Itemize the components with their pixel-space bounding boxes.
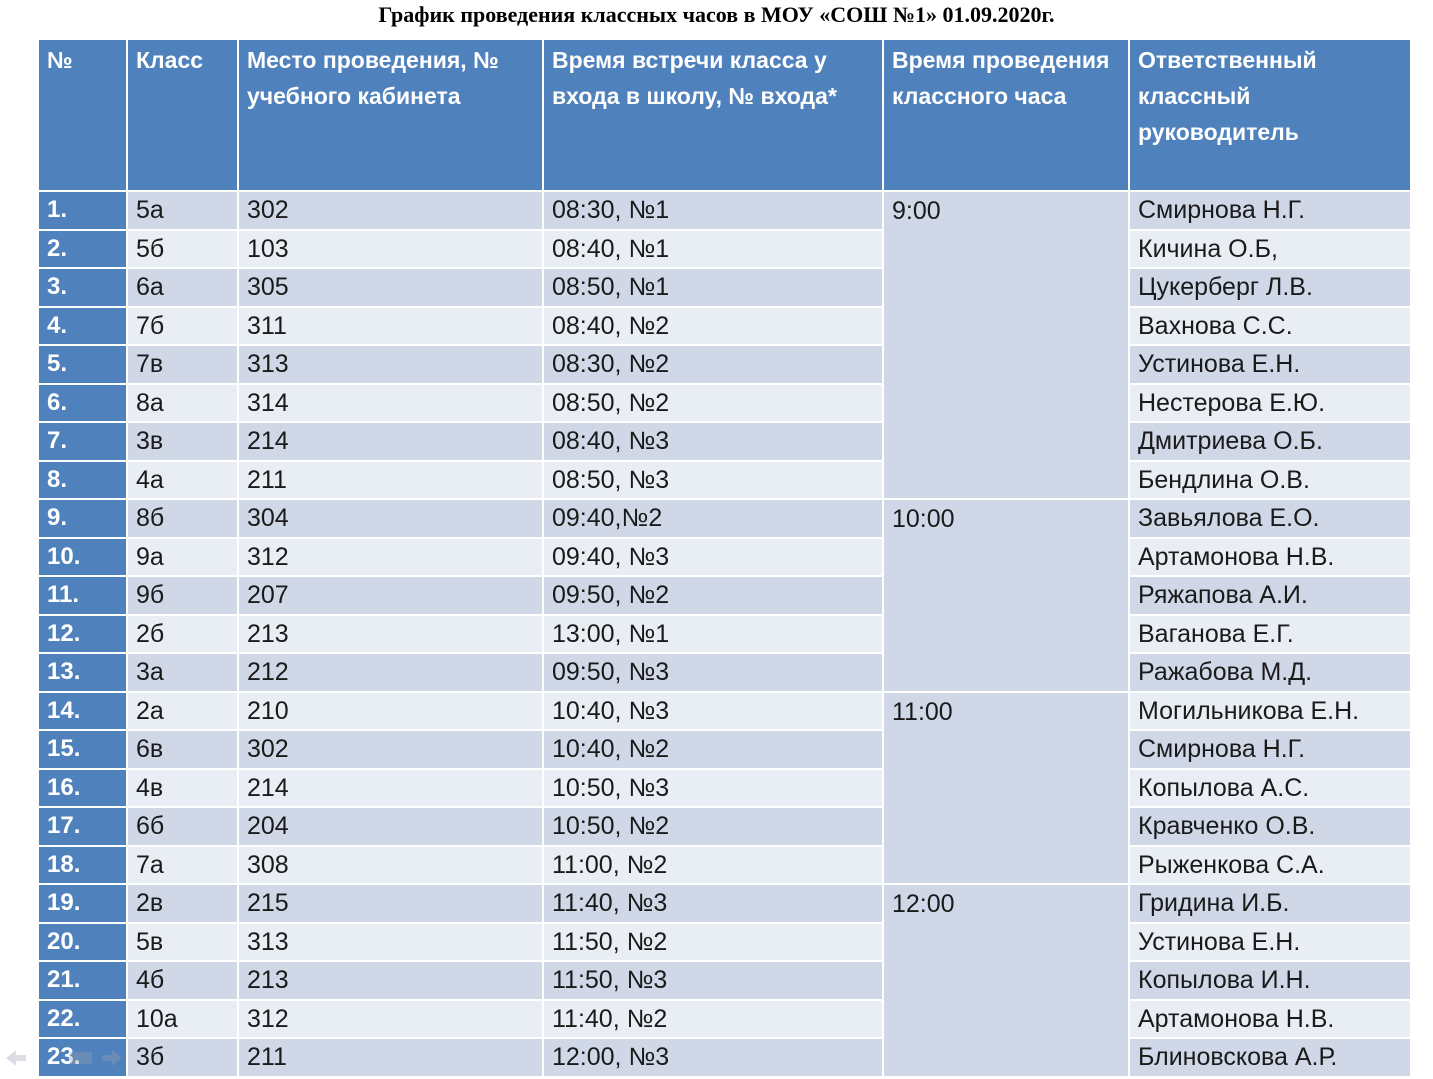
room-cell: 312	[238, 538, 543, 577]
teacher-cell: Кичина О.Б,	[1129, 230, 1411, 269]
teacher-cell: Устинова Е.Н.	[1129, 345, 1411, 384]
meeting-time-cell: 10:40, №3	[543, 692, 883, 731]
class-cell: 3б	[127, 1038, 238, 1077]
row-number-cell: 15.	[38, 730, 127, 769]
meeting-time-cell: 08:30, №2	[543, 345, 883, 384]
meeting-time-cell: 10:50, №2	[543, 807, 883, 846]
teacher-cell: Устинова Е.Н.	[1129, 923, 1411, 962]
room-cell: 314	[238, 384, 543, 423]
teacher-cell: Копылова И.Н.	[1129, 961, 1411, 1000]
row-number-cell: 10.	[38, 538, 127, 577]
room-cell: 103	[238, 230, 543, 269]
meeting-time-cell: 08:30, №1	[543, 191, 883, 230]
table-row	[38, 230, 1411, 269]
room-cell: 210	[238, 692, 543, 731]
meeting-time-cell: 11:50, №3	[543, 961, 883, 1000]
table-row	[38, 422, 1411, 461]
table-row	[38, 191, 1411, 230]
table-row	[38, 268, 1411, 307]
room-cell: 213	[238, 615, 543, 654]
row-number-cell: 11.	[38, 576, 127, 615]
meeting-time-cell: 08:40, №1	[543, 230, 883, 269]
teacher-cell: Смирнова Н.Г.	[1129, 191, 1411, 230]
row-number-cell: 23.	[38, 1038, 127, 1077]
slide-navigation	[4, 1046, 124, 1070]
table-row	[38, 1038, 1411, 1077]
class-cell: 4в	[127, 769, 238, 808]
teacher-cell: Смирнова Н.Г.	[1129, 730, 1411, 769]
teacher-cell: Кравченко О.В.	[1129, 807, 1411, 846]
table-row	[38, 1000, 1411, 1039]
row-number-cell: 16.	[38, 769, 127, 808]
meeting-time-cell: 09:50, №3	[543, 653, 883, 692]
table-row	[38, 769, 1411, 808]
room-cell: 302	[238, 191, 543, 230]
table-row	[38, 730, 1411, 769]
room-cell: 308	[238, 846, 543, 885]
row-number-cell: 8.	[38, 461, 127, 500]
class-hour-time-cell: 10:00	[883, 499, 1129, 692]
menu-icon[interactable]	[70, 1052, 92, 1064]
meeting-time-cell: 08:40, №3	[543, 422, 883, 461]
room-cell: 313	[238, 923, 543, 962]
teacher-cell: Гридина И.Б.	[1129, 884, 1411, 923]
room-cell: 212	[238, 653, 543, 692]
room-cell: 211	[238, 1038, 543, 1077]
table-row	[38, 807, 1411, 846]
room-cell: 214	[238, 422, 543, 461]
table-header	[38, 39, 1411, 191]
class-cell: 5б	[127, 230, 238, 269]
class-cell: 7а	[127, 846, 238, 885]
teacher-cell: Цукерберг Л.В.	[1129, 268, 1411, 307]
class-cell: 6а	[127, 268, 238, 307]
class-cell: 9а	[127, 538, 238, 577]
teacher-cell: Бендлина О.В.	[1129, 461, 1411, 500]
meeting-time-cell: 11:00, №2	[543, 846, 883, 885]
header-cell-room: Место проведения, № учебного кабинета	[238, 39, 543, 191]
table-row	[38, 499, 1411, 538]
teacher-cell: Ражабова М.Д.	[1129, 653, 1411, 692]
teacher-cell: Рыженкова С.А.	[1129, 846, 1411, 885]
room-cell: 204	[238, 807, 543, 846]
room-cell: 312	[238, 1000, 543, 1039]
row-number-cell: 6.	[38, 384, 127, 423]
teacher-cell: Ваганова Е.Г.	[1129, 615, 1411, 654]
table-row	[38, 345, 1411, 384]
table-row	[38, 384, 1411, 423]
class-cell: 2в	[127, 884, 238, 923]
meeting-time-cell: 09:40,№2	[543, 499, 883, 538]
class-hour-time-cell: 11:00	[883, 692, 1129, 885]
table-row	[38, 923, 1411, 962]
row-number-cell: 4.	[38, 307, 127, 346]
meeting-time-cell: 12:00, №3	[543, 1038, 883, 1077]
class-cell: 6б	[127, 807, 238, 846]
meeting-time-cell: 11:40, №3	[543, 884, 883, 923]
teacher-cell: Блиновскова А.Р.	[1129, 1038, 1411, 1077]
row-number-cell: 9.	[38, 499, 127, 538]
room-cell: 305	[238, 268, 543, 307]
class-hour-time-cell: 12:00	[883, 884, 1129, 1077]
teacher-cell: Артамонова Н.В.	[1129, 1000, 1411, 1039]
room-cell: 211	[238, 461, 543, 500]
class-cell: 5а	[127, 191, 238, 230]
table-row	[38, 653, 1411, 692]
teacher-cell: Артамонова Н.В.	[1129, 538, 1411, 577]
meeting-time-cell: 08:50, №2	[543, 384, 883, 423]
table-row	[38, 615, 1411, 654]
row-number-cell: 19.	[38, 884, 127, 923]
header-cell-teacher: Ответственный классный руководитель	[1129, 39, 1411, 191]
teacher-cell: Дмитриева О.Б.	[1129, 422, 1411, 461]
class-cell: 8б	[127, 499, 238, 538]
row-number-cell: 21.	[38, 961, 127, 1000]
room-cell: 213	[238, 961, 543, 1000]
header-cell-class-hour-time: Время проведения классного часа	[883, 39, 1129, 191]
room-cell: 207	[238, 576, 543, 615]
row-number-cell: 14.	[38, 692, 127, 731]
meeting-time-cell: 13:00, №1	[543, 615, 883, 654]
room-cell: 215	[238, 884, 543, 923]
teacher-cell: Нестерова Е.Ю.	[1129, 384, 1411, 423]
room-cell: 311	[238, 307, 543, 346]
meeting-time-cell: 10:40, №2	[543, 730, 883, 769]
table-row	[38, 576, 1411, 615]
class-cell: 4б	[127, 961, 238, 1000]
class-cell: 6в	[127, 730, 238, 769]
row-number-cell: 13.	[38, 653, 127, 692]
row-number-cell: 20.	[38, 923, 127, 962]
room-cell: 214	[238, 769, 543, 808]
class-cell: 7б	[127, 307, 238, 346]
room-cell: 302	[238, 730, 543, 769]
table-row	[38, 692, 1411, 731]
meeting-time-cell: 08:40, №2	[543, 307, 883, 346]
header-cell-number: №	[38, 39, 127, 191]
teacher-cell: Ряжапова А.И.	[1129, 576, 1411, 615]
prev-slide-icon[interactable]	[6, 1050, 26, 1066]
meeting-time-cell: 09:50, №2	[543, 576, 883, 615]
room-cell: 304	[238, 499, 543, 538]
class-cell: 3в	[127, 422, 238, 461]
row-number-cell: 18.	[38, 846, 127, 885]
header-cell-meeting-time: Время встречи класса у входа в школу, № входа*	[543, 39, 883, 191]
table-row	[38, 846, 1411, 885]
meeting-time-cell: 11:40, №2	[543, 1000, 883, 1039]
class-cell: 4а	[127, 461, 238, 500]
row-number-cell: 17.	[38, 807, 127, 846]
meeting-time-cell: 08:50, №1	[543, 268, 883, 307]
teacher-cell: Могильникова Е.Н.	[1129, 692, 1411, 731]
row-number-cell: 2.	[38, 230, 127, 269]
table-row	[38, 538, 1411, 577]
row-number-cell: 12.	[38, 615, 127, 654]
teacher-cell: Завьялова Е.О.	[1129, 499, 1411, 538]
row-number-cell: 5.	[38, 345, 127, 384]
row-number-cell: 7.	[38, 422, 127, 461]
row-number-cell: 3.	[38, 268, 127, 307]
class-cell: 7в	[127, 345, 238, 384]
class-cell: 2б	[127, 615, 238, 654]
room-cell: 313	[238, 345, 543, 384]
table-row	[38, 461, 1411, 500]
row-number-cell: 1.	[38, 191, 127, 230]
class-cell: 9б	[127, 576, 238, 615]
class-cell: 2а	[127, 692, 238, 731]
table-row	[38, 961, 1411, 1000]
table-row	[38, 307, 1411, 346]
meeting-time-cell: 09:40, №3	[543, 538, 883, 577]
schedule-table	[37, 38, 1412, 1078]
teacher-cell: Копылова А.С.	[1129, 769, 1411, 808]
meeting-time-cell: 11:50, №2	[543, 923, 883, 962]
meeting-time-cell: 10:50, №3	[543, 769, 883, 808]
header-cell-class: Класс	[127, 39, 238, 191]
class-cell: 3а	[127, 653, 238, 692]
header-row	[38, 39, 1411, 191]
row-number-cell: 22.	[38, 1000, 127, 1039]
class-cell: 8а	[127, 384, 238, 423]
teacher-cell: Вахнова С.С.	[1129, 307, 1411, 346]
table-body	[38, 191, 1411, 1077]
class-cell: 10а	[127, 1000, 238, 1039]
meeting-time-cell: 08:50, №3	[543, 461, 883, 500]
class-hour-time-cell: 9:00	[883, 191, 1129, 499]
class-cell: 5в	[127, 923, 238, 962]
table-row	[38, 884, 1411, 923]
page-title: График проведения классных часов в МОУ «СОШ №1» 01.09.2020г.	[378, 2, 1055, 27]
next-slide-icon[interactable]	[102, 1050, 122, 1066]
